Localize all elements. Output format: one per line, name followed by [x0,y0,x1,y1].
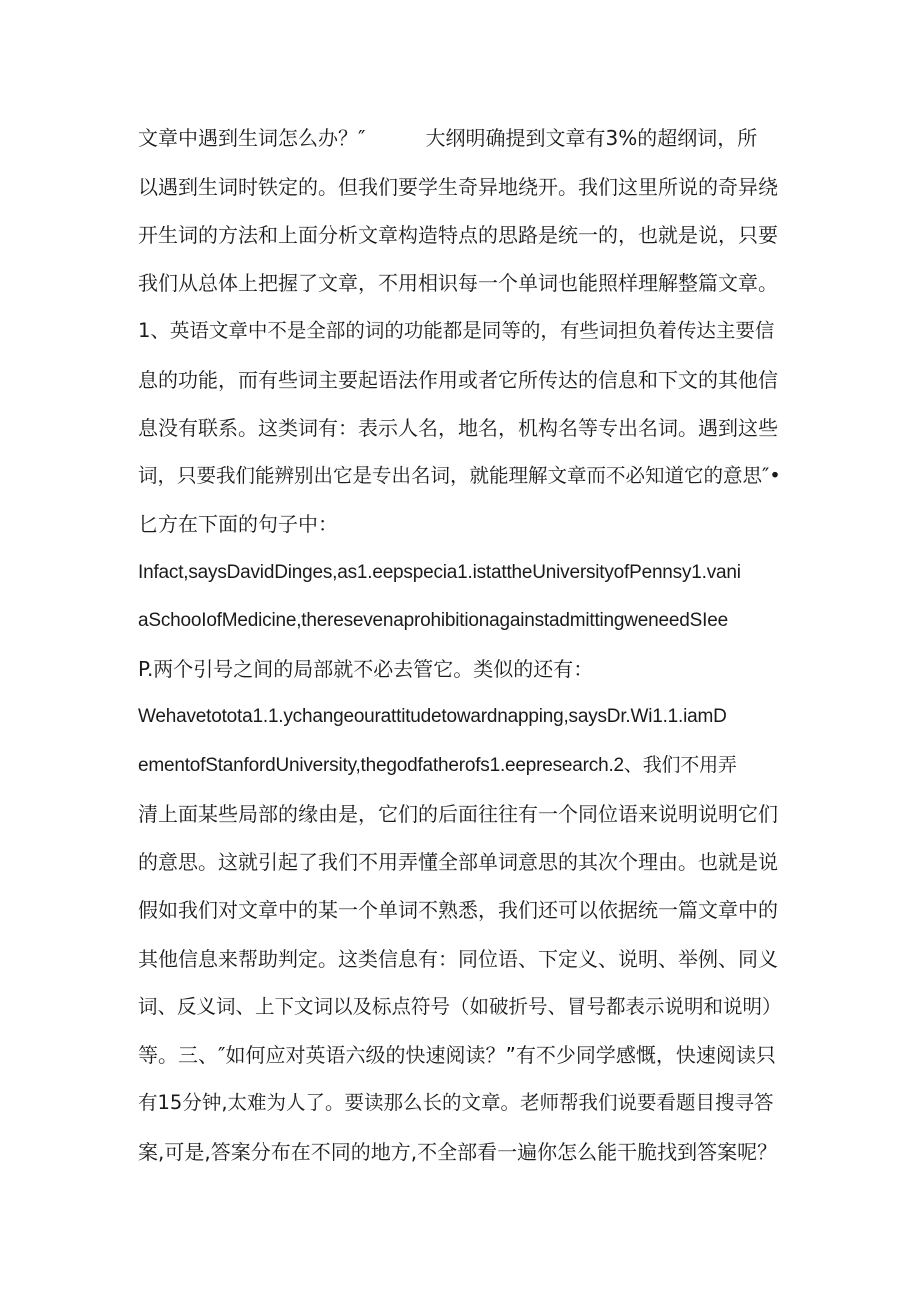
text-line: 开生词的方法和上面分析文章构造特点的思路是统一的，也就是说，只要 [138,223,778,247]
text-line: 词、反义词、上下文词以及标点符号（如破折号、冒号都表示说明和说明） [138,995,782,1018]
text-line: 有15分钟,太难为人了。要读那么长的文章。老师帮我们说要看题目搜寻答 [138,1091,774,1114]
text-line: 1、英语文章中不是全部的词的功能都是同等的，有些词担负着传达主要信 [138,319,775,342]
text-line: 的意思。这就引起了我们不用弄懂全部单词意思的其次个理由。也就是说 [138,850,778,874]
text-line: 其他信息来帮助判定。这类信息有：同位语、下定义、说明、举例、同义 [138,947,778,971]
text-line: aSchooIofMedicine,theresevenaprohibitionagainstadmittingweneedSIee [138,610,728,631]
text-line: 以遇到生词时铁定的。但我们要学生奇异地绕开。我们这里所说的奇异绕 [138,175,778,199]
text-line: 词，只要我们能辨别出它是专出名词，就能理解文章而不必知道它的意思″• [138,464,781,487]
text-line: ementofStanfordUniversity,thegodfatherofs1.eepresearch.2、我们不用弄 [138,755,737,776]
text-line: Wehavetotota1.1.ychangeourattitudetowardnapping,saysDr.Wi1.1.iamD [138,706,727,727]
text-line: Infact,saysDavidDinges,as1.eepspecia1.istattheUniversityofPennsy1.vani [138,562,741,583]
text-line: P.两个引号之间的局部就不必去管它。类似的还有： [138,657,594,681]
text-line: 我们从总体上把握了文章，不用相识每一个单词也能照样理解整篇文章。 [138,271,778,295]
text-line: 息没有联系。这类词有：表示人名，地名，机构名等专出名词。遇到这些 [138,416,778,440]
text-line: 息的功能，而有些词主要起语法作用或者它所传达的信息和下文的其他信 [138,368,778,392]
text-line: 等。三、″如何应对英语六级的快速阅读？”有不少同学感慨，快速阅读只 [138,1043,776,1067]
text-line: 清上面某些局部的缘由是，它们的后面往往有一个同位语来说明说明它们 [138,802,778,826]
text-line: 案,可是,答案分布在不同的地方,不全部看一遍你怎么能干脆找到答案呢？ [138,1140,778,1164]
text-line: 假如我们对文章中的某一个单词不熟悉，我们还可以依据统一篇文章中的 [138,898,778,922]
text-line: 文章中遇到生词怎么办？″ 大纲明确提到文章有3%的超纲词，所 [138,126,758,150]
text-line: 匕方在下面的句子中： [138,512,338,536]
